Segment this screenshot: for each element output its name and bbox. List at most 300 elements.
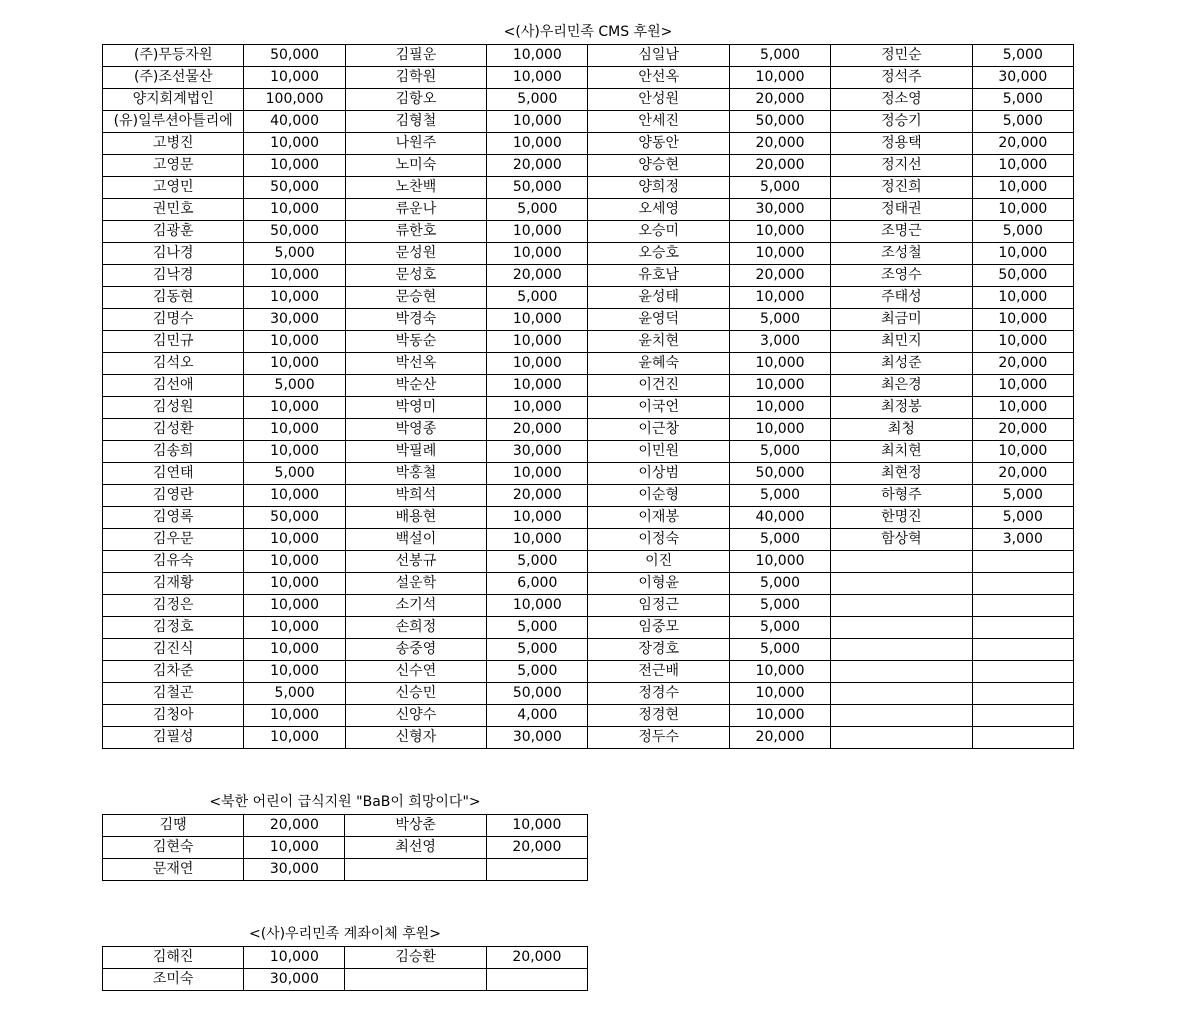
donation-amount-cell: 10,000 bbox=[729, 683, 830, 705]
donor-name-cell: 정민순 bbox=[831, 45, 972, 67]
table-row bbox=[103, 397, 1074, 419]
donor-name-cell: 나원주 bbox=[345, 133, 486, 155]
donation-amount-cell: 5,000 bbox=[487, 287, 588, 309]
donation-amount-cell: 20,000 bbox=[486, 947, 587, 969]
donor-name-cell: 이국언 bbox=[588, 397, 729, 419]
donation-amount-cell: 50,000 bbox=[729, 463, 830, 485]
donor-name-cell: 정두수 bbox=[588, 727, 729, 749]
donor-name-cell: 양지회계법인 bbox=[103, 89, 244, 111]
donor-name-cell: 안성원 bbox=[588, 89, 729, 111]
donor-name-cell bbox=[831, 683, 972, 705]
table-row bbox=[103, 837, 588, 859]
donor-name-cell: 배용현 bbox=[345, 507, 486, 529]
donor-name-cell: 이근창 bbox=[588, 419, 729, 441]
donor-name-cell: 최민지 bbox=[831, 331, 972, 353]
donor-name-cell: 정태권 bbox=[831, 199, 972, 221]
donation-amount-cell bbox=[972, 727, 1073, 749]
donation-amount-cell: 5,000 bbox=[729, 595, 830, 617]
donation-amount-cell: 10,000 bbox=[244, 837, 345, 859]
donor-name-cell: 송중영 bbox=[345, 639, 486, 661]
donor-name-cell: 조영수 bbox=[831, 265, 972, 287]
donation-amount-cell: 10,000 bbox=[972, 155, 1073, 177]
donation-amount-cell: 5,000 bbox=[244, 463, 345, 485]
donor-name-cell: 김동현 bbox=[103, 287, 244, 309]
donation-amount-cell: 10,000 bbox=[729, 397, 830, 419]
table-row bbox=[103, 683, 1074, 705]
donor-name-cell: 조명근 bbox=[831, 221, 972, 243]
donor-name-cell: 신수연 bbox=[345, 661, 486, 683]
donor-name-cell: 최금미 bbox=[831, 309, 972, 331]
donation-amount-cell bbox=[972, 683, 1073, 705]
donor-name-cell: 김유숙 bbox=[103, 551, 244, 573]
donation-amount-cell: 10,000 bbox=[729, 353, 830, 375]
donor-name-cell: 양동안 bbox=[588, 133, 729, 155]
donation-amount-cell: 50,000 bbox=[487, 683, 588, 705]
donor-name-cell: 심일남 bbox=[588, 45, 729, 67]
donor-name-cell: 안세진 bbox=[588, 111, 729, 133]
donor-name-cell: 이재봉 bbox=[588, 507, 729, 529]
donor-name-cell: 김필운 bbox=[345, 45, 486, 67]
donation-amount-cell bbox=[972, 551, 1073, 573]
donor-name-cell: 백설이 bbox=[345, 529, 486, 551]
donation-amount-cell: 5,000 bbox=[729, 45, 830, 67]
donation-amount-cell: 10,000 bbox=[244, 595, 345, 617]
donation-amount-cell: 5,000 bbox=[244, 683, 345, 705]
donation-amount-cell: 10,000 bbox=[972, 243, 1073, 265]
table-row bbox=[103, 89, 1074, 111]
donation-amount-cell: 20,000 bbox=[729, 89, 830, 111]
donor-name-cell: 유호남 bbox=[588, 265, 729, 287]
donation-amount-cell: 30,000 bbox=[487, 727, 588, 749]
donation-amount-cell: 50,000 bbox=[487, 177, 588, 199]
donation-amount-cell: 30,000 bbox=[729, 199, 830, 221]
donor-name-cell: 장경호 bbox=[588, 639, 729, 661]
donor-name-cell: 한명진 bbox=[831, 507, 972, 529]
donor-name-cell: 손희정 bbox=[345, 617, 486, 639]
donor-name-cell: 함상혁 bbox=[831, 529, 972, 551]
donor-name-cell: 박동순 bbox=[345, 331, 486, 353]
donation-amount-cell: 4,000 bbox=[487, 705, 588, 727]
donation-amount-cell: 3,000 bbox=[729, 331, 830, 353]
donation-amount-cell: 20,000 bbox=[244, 815, 345, 837]
donor-name-cell: 박필례 bbox=[345, 441, 486, 463]
donation-amount-cell: 10,000 bbox=[972, 331, 1073, 353]
table-row bbox=[103, 705, 1074, 727]
donation-amount-cell: 30,000 bbox=[244, 969, 345, 991]
table-row bbox=[103, 485, 1074, 507]
donation-amount-cell: 5,000 bbox=[729, 309, 830, 331]
donation-amount-cell: 20,000 bbox=[972, 463, 1073, 485]
donation-amount-cell: 20,000 bbox=[729, 265, 830, 287]
donor-name-cell: 문성호 bbox=[345, 265, 486, 287]
donation-amount-cell: 50,000 bbox=[972, 265, 1073, 287]
donor-name-cell: 정소영 bbox=[831, 89, 972, 111]
donor-name-cell: 오세영 bbox=[588, 199, 729, 221]
donation-amount-cell: 50,000 bbox=[244, 177, 345, 199]
table-row bbox=[103, 507, 1074, 529]
donation-amount-cell: 10,000 bbox=[487, 507, 588, 529]
donor-name-cell: 김민규 bbox=[103, 331, 244, 353]
donor-name-cell: 고영문 bbox=[103, 155, 244, 177]
donation-amount-cell: 5,000 bbox=[729, 639, 830, 661]
donor-name-cell: 안선옥 bbox=[588, 67, 729, 89]
donor-name-cell: 권민호 bbox=[103, 199, 244, 221]
donor-name-cell: 박홍철 bbox=[345, 463, 486, 485]
table-row bbox=[103, 155, 1074, 177]
donation-amount-cell: 10,000 bbox=[487, 595, 588, 617]
donor-name-cell: 김영록 bbox=[103, 507, 244, 529]
donation-amount-cell: 10,000 bbox=[244, 133, 345, 155]
donor-name-cell bbox=[831, 595, 972, 617]
donor-name-cell: (주)무등자원 bbox=[103, 45, 244, 67]
donation-amount-cell: 5,000 bbox=[729, 617, 830, 639]
donation-amount-cell: 10,000 bbox=[244, 353, 345, 375]
donor-name-cell: (주)조선물산 bbox=[103, 67, 244, 89]
donation-amount-cell: 20,000 bbox=[487, 485, 588, 507]
donation-amount-cell: 5,000 bbox=[729, 485, 830, 507]
donor-name-cell: 김성원 bbox=[103, 397, 244, 419]
donor-name-cell: 오승호 bbox=[588, 243, 729, 265]
donation-amount-cell: 40,000 bbox=[729, 507, 830, 529]
donation-amount-cell: 30,000 bbox=[244, 859, 345, 881]
donation-amount-cell: 10,000 bbox=[244, 265, 345, 287]
table-row bbox=[103, 815, 588, 837]
donation-amount-cell: 10,000 bbox=[244, 397, 345, 419]
table-row bbox=[103, 375, 1074, 397]
donation-amount-cell: 5,000 bbox=[487, 199, 588, 221]
table-row bbox=[103, 617, 1074, 639]
donor-name-cell: 문승현 bbox=[345, 287, 486, 309]
donation-amount-cell: 10,000 bbox=[487, 45, 588, 67]
donor-name-cell: 김선애 bbox=[103, 375, 244, 397]
donor-name-cell: 김형철 bbox=[345, 111, 486, 133]
donor-name-cell: 김송희 bbox=[103, 441, 244, 463]
donor-name-cell: 조미숙 bbox=[103, 969, 244, 991]
donor-name-cell: 고병진 bbox=[103, 133, 244, 155]
donor-name-cell: 김정은 bbox=[103, 595, 244, 617]
donor-name-cell bbox=[831, 705, 972, 727]
donation-amount-cell: 10,000 bbox=[729, 243, 830, 265]
table-row bbox=[103, 529, 1074, 551]
donor-name-cell: 오승미 bbox=[588, 221, 729, 243]
donor-name-cell bbox=[345, 859, 486, 881]
donor-name-cell: 박선옥 bbox=[345, 353, 486, 375]
table-row bbox=[103, 441, 1074, 463]
donation-amount-cell: 30,000 bbox=[487, 441, 588, 463]
donation-amount-cell: 50,000 bbox=[244, 507, 345, 529]
donor-name-cell: 김필성 bbox=[103, 727, 244, 749]
donation-amount-cell: 10,000 bbox=[244, 485, 345, 507]
donor-name-cell: 최치현 bbox=[831, 441, 972, 463]
donor-name-cell: 정승기 bbox=[831, 111, 972, 133]
donation-amount-cell: 10,000 bbox=[487, 331, 588, 353]
table-row bbox=[103, 331, 1074, 353]
donation-amount-cell: 10,000 bbox=[972, 375, 1073, 397]
donation-amount-cell: 20,000 bbox=[487, 265, 588, 287]
donor-name-cell: 박영미 bbox=[345, 397, 486, 419]
donation-amount-cell: 5,000 bbox=[972, 485, 1073, 507]
donor-name-cell: 이형윤 bbox=[588, 573, 729, 595]
donor-name-cell: 설운학 bbox=[345, 573, 486, 595]
donation-amount-cell: 5,000 bbox=[244, 375, 345, 397]
table-row bbox=[103, 727, 1074, 749]
donor-name-cell: 윤치현 bbox=[588, 331, 729, 353]
donation-amount-cell: 20,000 bbox=[729, 133, 830, 155]
donation-amount-cell: 10,000 bbox=[972, 199, 1073, 221]
donation-amount-cell: 5,000 bbox=[972, 45, 1073, 67]
donation-amount-cell bbox=[972, 595, 1073, 617]
donation-amount-cell: 10,000 bbox=[972, 309, 1073, 331]
donor-name-cell: 윤혜숙 bbox=[588, 353, 729, 375]
donation-amount-cell: 10,000 bbox=[729, 419, 830, 441]
donation-amount-cell: 10,000 bbox=[729, 221, 830, 243]
donor-name-cell: 노미숙 bbox=[345, 155, 486, 177]
donation-amount-cell bbox=[972, 573, 1073, 595]
donation-amount-cell: 6,000 bbox=[487, 573, 588, 595]
donation-amount-cell: 10,000 bbox=[972, 287, 1073, 309]
donor-name-cell: 김땡 bbox=[103, 815, 244, 837]
donation-amount-cell: 10,000 bbox=[972, 397, 1073, 419]
donation-amount-cell: 10,000 bbox=[244, 705, 345, 727]
donation-amount-cell: 10,000 bbox=[244, 727, 345, 749]
donor-name-cell: (유)일루션아틀리에 bbox=[103, 111, 244, 133]
donation-amount-cell: 5,000 bbox=[972, 89, 1073, 111]
table-row bbox=[103, 859, 588, 881]
donor-name-cell: 김청아 bbox=[103, 705, 244, 727]
table-row bbox=[103, 287, 1074, 309]
donation-amount-cell: 10,000 bbox=[487, 111, 588, 133]
donor-name-cell: 이진 bbox=[588, 551, 729, 573]
donor-name-cell: 김철곤 bbox=[103, 683, 244, 705]
donation-amount-cell: 5,000 bbox=[972, 507, 1073, 529]
donation-amount-cell: 10,000 bbox=[972, 441, 1073, 463]
donor-name-cell: 김해진 bbox=[103, 947, 244, 969]
donor-name-cell: 정경현 bbox=[588, 705, 729, 727]
donation-amount-cell: 10,000 bbox=[244, 441, 345, 463]
donor-name-cell: 정석주 bbox=[831, 67, 972, 89]
donor-name-cell: 임정근 bbox=[588, 595, 729, 617]
table-row bbox=[103, 45, 1074, 67]
donation-amount-cell: 10,000 bbox=[487, 375, 588, 397]
donor-name-cell: 김낙경 bbox=[103, 265, 244, 287]
donation-amount-cell: 10,000 bbox=[244, 551, 345, 573]
donation-amount-cell: 10,000 bbox=[729, 661, 830, 683]
donation-amount-cell: 40,000 bbox=[244, 111, 345, 133]
donor-name-cell: 김광훈 bbox=[103, 221, 244, 243]
table-row bbox=[103, 111, 1074, 133]
donation-amount-cell bbox=[972, 639, 1073, 661]
donor-name-cell: 이순형 bbox=[588, 485, 729, 507]
donor-name-cell: 김승환 bbox=[345, 947, 486, 969]
donation-amount-cell: 5,000 bbox=[729, 441, 830, 463]
donation-amount-cell: 5,000 bbox=[487, 89, 588, 111]
donor-name-cell: 김항오 bbox=[345, 89, 486, 111]
donor-name-cell: 최정봉 bbox=[831, 397, 972, 419]
donor-name-cell: 김연태 bbox=[103, 463, 244, 485]
donation-amount-cell: 10,000 bbox=[244, 529, 345, 551]
donation-amount-cell: 10,000 bbox=[487, 353, 588, 375]
donor-name-cell: 김석오 bbox=[103, 353, 244, 375]
donation-amount-cell: 20,000 bbox=[972, 353, 1073, 375]
donation-amount-cell: 50,000 bbox=[244, 221, 345, 243]
donor-name-cell bbox=[831, 573, 972, 595]
donation-amount-cell: 20,000 bbox=[972, 419, 1073, 441]
donation-amount-cell: 30,000 bbox=[972, 67, 1073, 89]
donor-name-cell: 류한호 bbox=[345, 221, 486, 243]
donor-name-cell bbox=[831, 617, 972, 639]
bab-donor-table bbox=[102, 814, 588, 881]
donor-name-cell bbox=[345, 969, 486, 991]
donation-amount-cell: 100,000 bbox=[244, 89, 345, 111]
bab-section-title: <북한 어린이 급식지원 "BaB이 희망이다"> bbox=[209, 794, 481, 810]
table-row bbox=[103, 67, 1074, 89]
donation-amount-cell: 10,000 bbox=[244, 617, 345, 639]
donor-name-cell: 김우문 bbox=[103, 529, 244, 551]
donation-amount-cell: 5,000 bbox=[487, 639, 588, 661]
table-row bbox=[103, 243, 1074, 265]
donor-name-cell: 김나경 bbox=[103, 243, 244, 265]
donation-amount-cell: 5,000 bbox=[487, 551, 588, 573]
donor-name-cell: 노찬백 bbox=[345, 177, 486, 199]
table-row bbox=[103, 661, 1074, 683]
donation-amount-cell: 10,000 bbox=[487, 309, 588, 331]
donor-name-cell: 고영민 bbox=[103, 177, 244, 199]
table-row bbox=[103, 133, 1074, 155]
donor-name-cell: 최성준 bbox=[831, 353, 972, 375]
donor-name-cell: 정경수 bbox=[588, 683, 729, 705]
donation-amount-cell: 5,000 bbox=[487, 661, 588, 683]
table-row bbox=[103, 353, 1074, 375]
donation-amount-cell: 10,000 bbox=[244, 287, 345, 309]
donation-amount-cell: 10,000 bbox=[729, 551, 830, 573]
donation-amount-cell bbox=[972, 705, 1073, 727]
donation-amount-cell: 10,000 bbox=[244, 419, 345, 441]
donor-name-cell: 정지선 bbox=[831, 155, 972, 177]
table-row bbox=[103, 265, 1074, 287]
table-row bbox=[103, 551, 1074, 573]
cms-section-title: <(사)우리민족 CMS 후원> bbox=[503, 24, 673, 40]
donation-amount-cell: 20,000 bbox=[487, 419, 588, 441]
donation-amount-cell: 10,000 bbox=[487, 397, 588, 419]
donation-amount-cell: 50,000 bbox=[244, 45, 345, 67]
donor-name-cell: 양승현 bbox=[588, 155, 729, 177]
donor-name-cell: 박희석 bbox=[345, 485, 486, 507]
donor-name-cell: 정용택 bbox=[831, 133, 972, 155]
donation-amount-cell: 10,000 bbox=[729, 67, 830, 89]
donation-amount-cell: 20,000 bbox=[486, 837, 587, 859]
donor-name-cell: 문재연 bbox=[103, 859, 244, 881]
donor-name-cell: 김정호 bbox=[103, 617, 244, 639]
donor-name-cell: 윤영덕 bbox=[588, 309, 729, 331]
donation-amount-cell: 10,000 bbox=[972, 177, 1073, 199]
donation-amount-cell: 10,000 bbox=[729, 375, 830, 397]
donation-amount-cell: 30,000 bbox=[244, 309, 345, 331]
donor-name-cell: 김성환 bbox=[103, 419, 244, 441]
donation-amount-cell: 10,000 bbox=[486, 815, 587, 837]
donor-name-cell: 전근배 bbox=[588, 661, 729, 683]
table-row bbox=[103, 199, 1074, 221]
donation-amount-cell: 10,000 bbox=[244, 331, 345, 353]
donation-amount-cell: 20,000 bbox=[729, 727, 830, 749]
donation-amount-cell: 5,000 bbox=[487, 617, 588, 639]
donation-amount-cell bbox=[972, 661, 1073, 683]
donation-amount-cell: 5,000 bbox=[729, 573, 830, 595]
table-row bbox=[103, 573, 1074, 595]
donation-amount-cell: 5,000 bbox=[244, 243, 345, 265]
table-row bbox=[103, 639, 1074, 661]
donation-amount-cell: 20,000 bbox=[487, 155, 588, 177]
donor-name-cell: 소기석 bbox=[345, 595, 486, 617]
table-row bbox=[103, 969, 588, 991]
donor-name-cell bbox=[831, 639, 972, 661]
donation-amount-cell: 10,000 bbox=[487, 133, 588, 155]
donation-amount-cell: 10,000 bbox=[244, 199, 345, 221]
donor-name-cell: 이정숙 bbox=[588, 529, 729, 551]
donor-name-cell: 김학원 bbox=[345, 67, 486, 89]
donation-amount-cell: 5,000 bbox=[729, 529, 830, 551]
table-row bbox=[103, 419, 1074, 441]
donation-amount-cell: 5,000 bbox=[729, 177, 830, 199]
donation-amount-cell: 10,000 bbox=[244, 639, 345, 661]
table-row bbox=[103, 463, 1074, 485]
donation-amount-cell: 10,000 bbox=[487, 243, 588, 265]
donation-amount-cell: 5,000 bbox=[972, 221, 1073, 243]
donor-name-cell: 김재황 bbox=[103, 573, 244, 595]
donation-amount-cell: 10,000 bbox=[487, 463, 588, 485]
donation-amount-cell: 10,000 bbox=[244, 67, 345, 89]
table-row bbox=[103, 947, 588, 969]
table-row bbox=[103, 309, 1074, 331]
donation-amount-cell bbox=[486, 969, 587, 991]
donation-amount-cell: 10,000 bbox=[729, 705, 830, 727]
transfer-donor-table bbox=[102, 946, 588, 991]
donation-amount-cell: 20,000 bbox=[972, 133, 1073, 155]
donor-name-cell: 정진희 bbox=[831, 177, 972, 199]
donor-name-cell: 김영란 bbox=[103, 485, 244, 507]
donor-name-cell bbox=[831, 727, 972, 749]
donor-name-cell: 윤성태 bbox=[588, 287, 729, 309]
donor-name-cell: 김차준 bbox=[103, 661, 244, 683]
donor-name-cell: 양희정 bbox=[588, 177, 729, 199]
donor-name-cell: 문성원 bbox=[345, 243, 486, 265]
donation-amount-cell: 10,000 bbox=[487, 67, 588, 89]
table-row bbox=[103, 177, 1074, 199]
donation-amount-cell: 3,000 bbox=[972, 529, 1073, 551]
donor-name-cell: 박영종 bbox=[345, 419, 486, 441]
donation-amount-cell bbox=[486, 859, 587, 881]
donor-name-cell: 최은경 bbox=[831, 375, 972, 397]
donor-name-cell: 김명수 bbox=[103, 309, 244, 331]
donor-name-cell: 신승민 bbox=[345, 683, 486, 705]
donor-name-cell: 주태성 bbox=[831, 287, 972, 309]
donor-name-cell: 김현숙 bbox=[103, 837, 244, 859]
donor-name-cell bbox=[831, 661, 972, 683]
donation-amount-cell: 10,000 bbox=[244, 947, 345, 969]
transfer-section-title: <(사)우리민족 계좌이체 후원> bbox=[248, 926, 442, 942]
donor-name-cell: 이건진 bbox=[588, 375, 729, 397]
donor-name-cell: 박경숙 bbox=[345, 309, 486, 331]
donor-name-cell: 최청 bbox=[831, 419, 972, 441]
donor-name-cell: 최현정 bbox=[831, 463, 972, 485]
donation-amount-cell: 10,000 bbox=[244, 661, 345, 683]
donor-name-cell: 김진식 bbox=[103, 639, 244, 661]
donation-amount-cell: 10,000 bbox=[487, 529, 588, 551]
donation-amount-cell: 20,000 bbox=[729, 155, 830, 177]
donation-amount-cell: 10,000 bbox=[244, 573, 345, 595]
table-row bbox=[103, 595, 1074, 617]
donation-amount-cell: 10,000 bbox=[244, 155, 345, 177]
donation-amount-cell: 5,000 bbox=[972, 111, 1073, 133]
